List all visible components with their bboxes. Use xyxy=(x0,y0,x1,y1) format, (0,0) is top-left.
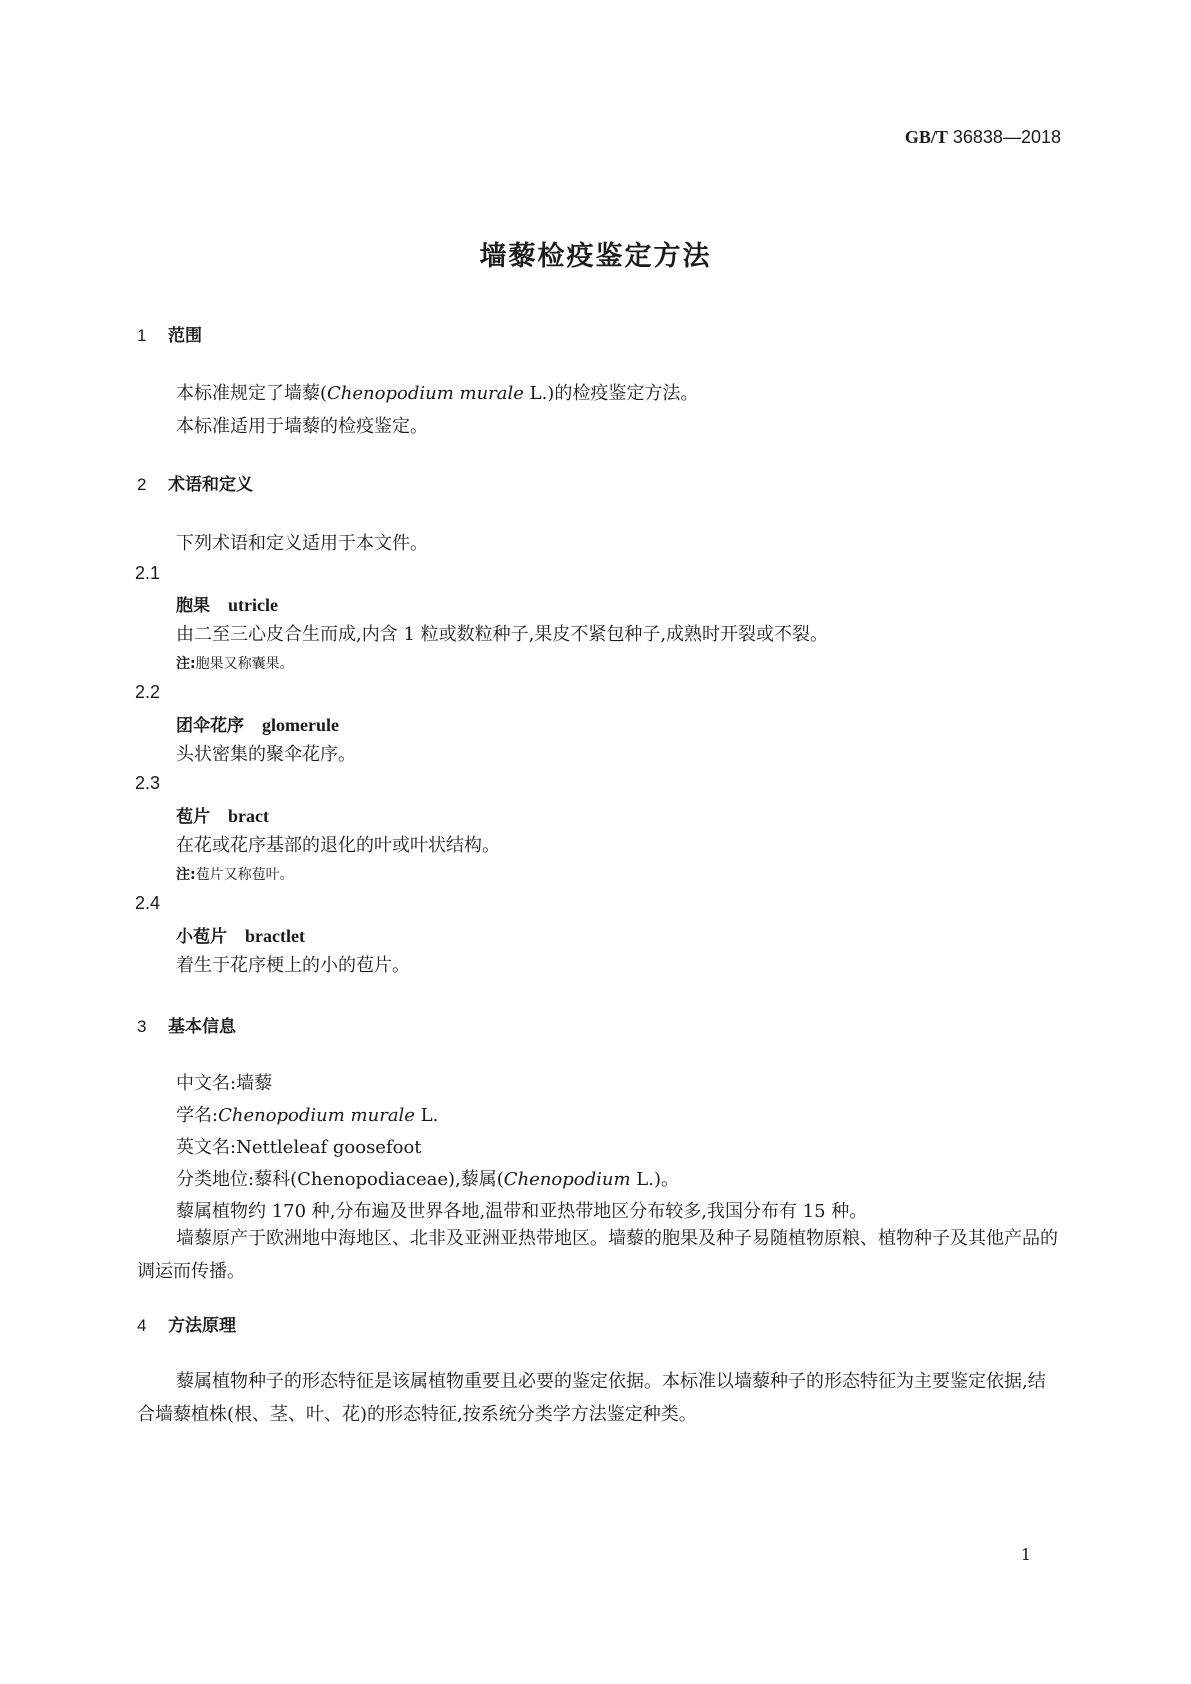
term-definition: 由二至三心皮合生而成,内含 1 粒或数粒种子,果皮不紧包种子,成熟时开裂或不裂。 xyxy=(176,624,829,645)
term-heading xyxy=(176,591,278,616)
note-label: 注: xyxy=(176,867,196,883)
term-en: utricle xyxy=(228,595,278,615)
term-zh: 小苞片 xyxy=(176,927,227,947)
standard-prefix: GB/T xyxy=(904,127,948,147)
term-en: glomerule xyxy=(262,715,339,735)
standard-number: 36838—2018 xyxy=(952,127,1061,147)
section-4-heading xyxy=(137,1311,236,1336)
term-definition: 在花或花序基部的退化的叶或叶状结构。 xyxy=(176,835,500,856)
page-number: 1 xyxy=(1020,1545,1031,1564)
text-run: 分类地位:藜科(Chenopodiaceae),藜属( xyxy=(176,1169,504,1190)
scope-paragraph-2: 本标准适用于墙藜的检疫鉴定。 xyxy=(176,416,428,437)
note-text: 苞片又称苞叶。 xyxy=(195,867,294,883)
term-number: 2.1 xyxy=(135,563,161,583)
english-name: 英文名:Nettleleaf goosefoot xyxy=(176,1137,422,1158)
term-number: 2.2 xyxy=(135,682,161,702)
note-label: 注: xyxy=(176,656,196,672)
section-title: 范围 xyxy=(168,326,202,346)
term-number: 2.3 xyxy=(135,773,161,793)
section-number: 1 xyxy=(137,326,147,345)
term-en: bractlet xyxy=(245,926,305,946)
text-run: L.)。 xyxy=(630,1169,679,1190)
section-number: 4 xyxy=(137,1316,147,1335)
origin-paragraph: 墙藜原产于欧洲地中海地区、北非及亚洲亚热带地区。墙藜的胞果及种子易随植物原粮、植物种子及其他产品的调运而传播。 xyxy=(137,1228,1058,1282)
term-note xyxy=(176,864,294,884)
principle-paragraph: 藜属植物种子的形态特征是该属植物重要且必要的鉴定依据。本标准以墙藜种子的形态特征为主要鉴定依据,结合墙藜植株(根、茎、叶、花)的形态特征,按系统分类学方法鉴定种类。 xyxy=(137,1371,1046,1425)
term-definition: 头状密集的聚伞花序。 xyxy=(176,744,356,765)
term-zh: 胞果 xyxy=(176,596,210,616)
term-heading xyxy=(176,802,269,827)
term-number: 2.4 xyxy=(135,893,161,913)
standard-code xyxy=(905,127,1061,148)
text-run: L.)的检疫鉴定方法。 xyxy=(523,383,699,404)
term-heading xyxy=(176,711,339,736)
document-title: 墙藜检疫鉴定方法 xyxy=(479,241,712,272)
scientific-name: Chenopodium murale xyxy=(218,1105,415,1126)
term-heading xyxy=(176,922,305,947)
text-run: L. xyxy=(414,1105,439,1126)
term-zh: 苞片 xyxy=(176,807,210,827)
scientific-name: Chenopodium murale xyxy=(327,383,524,404)
classification xyxy=(176,1165,679,1191)
scope-paragraph-1 xyxy=(176,379,698,405)
section-1-heading xyxy=(137,321,202,346)
text-run: 学名: xyxy=(176,1105,219,1126)
chinese-name: 中文名:墙藜 xyxy=(176,1073,273,1094)
species-paragraph: 藜属植物约 170 种,分布遍及世界各地,温带和亚热带地区分布较多,我国分布有 15 种。 xyxy=(176,1201,868,1222)
note-text: 胞果又称囊果。 xyxy=(195,656,294,672)
section-3-heading xyxy=(137,1012,236,1037)
term-en: bract xyxy=(228,806,269,826)
term-definition: 着生于花序梗上的小的苞片。 xyxy=(176,955,410,976)
terms-intro: 下列术语和定义适用于本文件。 xyxy=(176,533,428,554)
text-run: 本标准规定了墙藜( xyxy=(176,383,328,404)
section-number: 2 xyxy=(137,475,147,494)
section-number: 3 xyxy=(137,1017,147,1036)
section-title: 基本信息 xyxy=(168,1017,236,1037)
section-title: 方法原理 xyxy=(168,1316,236,1336)
term-note xyxy=(176,653,294,673)
genus-name: Chenopodium xyxy=(503,1169,631,1190)
term-zh: 团伞花序 xyxy=(176,716,244,736)
section-title: 术语和定义 xyxy=(168,475,253,495)
scientific-name-line xyxy=(176,1101,438,1127)
section-2-heading xyxy=(137,470,253,495)
